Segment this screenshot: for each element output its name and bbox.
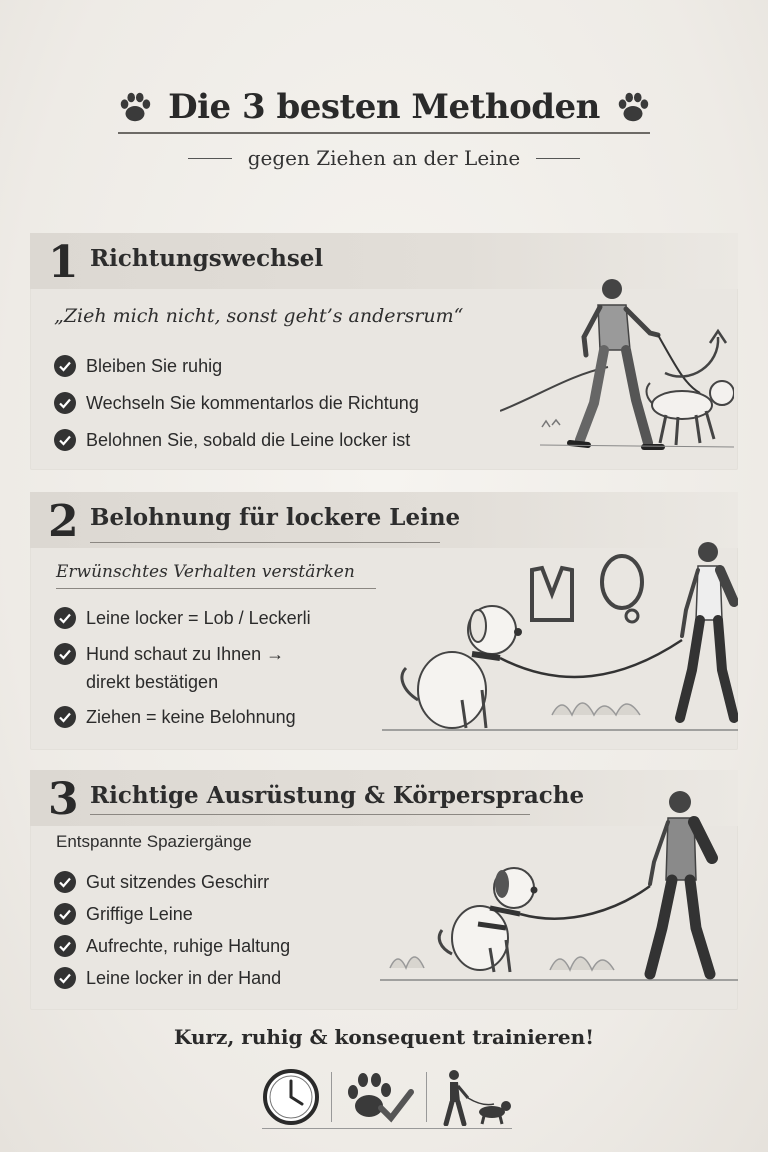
list-item-text: Wechseln Sie kommentarlos die Richtung [86, 393, 419, 413]
clock-icon [262, 1068, 320, 1126]
page-title: Die 3 besten Methoden [168, 87, 600, 127]
check-circle-icon [54, 871, 76, 893]
footer-title: Kurz, ruhig & konsequent trainieren! [174, 1025, 594, 1049]
footer-separator [426, 1072, 427, 1122]
footer-icons [262, 1064, 512, 1130]
list-item [54, 353, 222, 379]
section-title: Richtige Ausrüstung & Körpersprache [90, 782, 585, 809]
list-item [54, 427, 410, 453]
section-number: 1 [48, 237, 79, 288]
list-item-text: direkt bestätigen [86, 672, 219, 692]
check-circle-icon [54, 607, 76, 629]
paw-check-icon [343, 1068, 415, 1126]
subtitle-row [0, 143, 768, 173]
footer-separator [331, 1072, 332, 1122]
sitting-dog-and-walker-illustration [382, 540, 738, 740]
paw-icon [116, 88, 154, 126]
list-item [54, 933, 290, 959]
person-walking-dog-icon [438, 1068, 512, 1126]
list-item-text: Aufrechte, ruhige Haltung [86, 936, 291, 956]
subtitle-dash-right [536, 158, 580, 159]
list-item-text: Griffige Leine [86, 904, 193, 924]
check-circle-icon [54, 967, 76, 989]
section-quote: „Zieh mich nicht, sonst geht’s andersrum“ [54, 305, 464, 327]
subtitle-dash-left [188, 158, 232, 159]
paw-icon [614, 88, 652, 126]
check-circle-icon [54, 355, 76, 377]
list-item-continuation [86, 669, 218, 695]
list-item-text: Belohnen Sie, sobald die Leine locker ist [86, 430, 411, 450]
person-with-dog-illustration [500, 275, 734, 465]
footer-baseline [262, 1128, 512, 1129]
title-row [0, 82, 768, 132]
list-item-text: Leine locker in der Hand [86, 968, 282, 988]
title-underline [118, 132, 650, 134]
section-number: 3 [48, 774, 79, 825]
list-item [54, 704, 296, 730]
list-item-text: Hund schaut zu Ihnen → [86, 644, 285, 664]
check-circle-icon [54, 903, 76, 925]
section-belohnung [30, 492, 738, 750]
check-circle-icon [54, 643, 76, 665]
check-circle-icon [54, 706, 76, 728]
section-number: 2 [48, 496, 79, 547]
list-item-text: Bleiben Sie ruhig [86, 356, 223, 376]
list-item [54, 641, 284, 667]
list-item [54, 869, 269, 895]
dog-with-harness-and-walker-illustration [350, 788, 738, 998]
section-richtungswechsel [30, 233, 738, 470]
list-item [54, 965, 281, 991]
subhead-underline [56, 588, 376, 589]
list-item [54, 605, 311, 631]
list-item-text: Ziehen = keine Belohnung [86, 707, 296, 727]
page-subtitle: gegen Ziehen an der Leine [247, 146, 521, 170]
list-item-text: Leine locker = Lob / Leckerli [86, 608, 311, 628]
section-title: Belohnung für lockere Leine [90, 504, 461, 531]
check-circle-icon [54, 935, 76, 957]
list-item-text: Gut sitzendes Geschirr [86, 872, 270, 892]
list-item [54, 390, 419, 416]
check-circle-icon [54, 429, 76, 451]
section-subhead: Entspannte Spaziergänge [56, 832, 252, 851]
section-title: Richtungswechsel [90, 245, 324, 272]
section-ausruestung [30, 770, 738, 1010]
section-subhead: Erwünschtes Verhalten verstärken [56, 562, 355, 582]
check-circle-icon [54, 392, 76, 414]
list-item [54, 901, 193, 927]
